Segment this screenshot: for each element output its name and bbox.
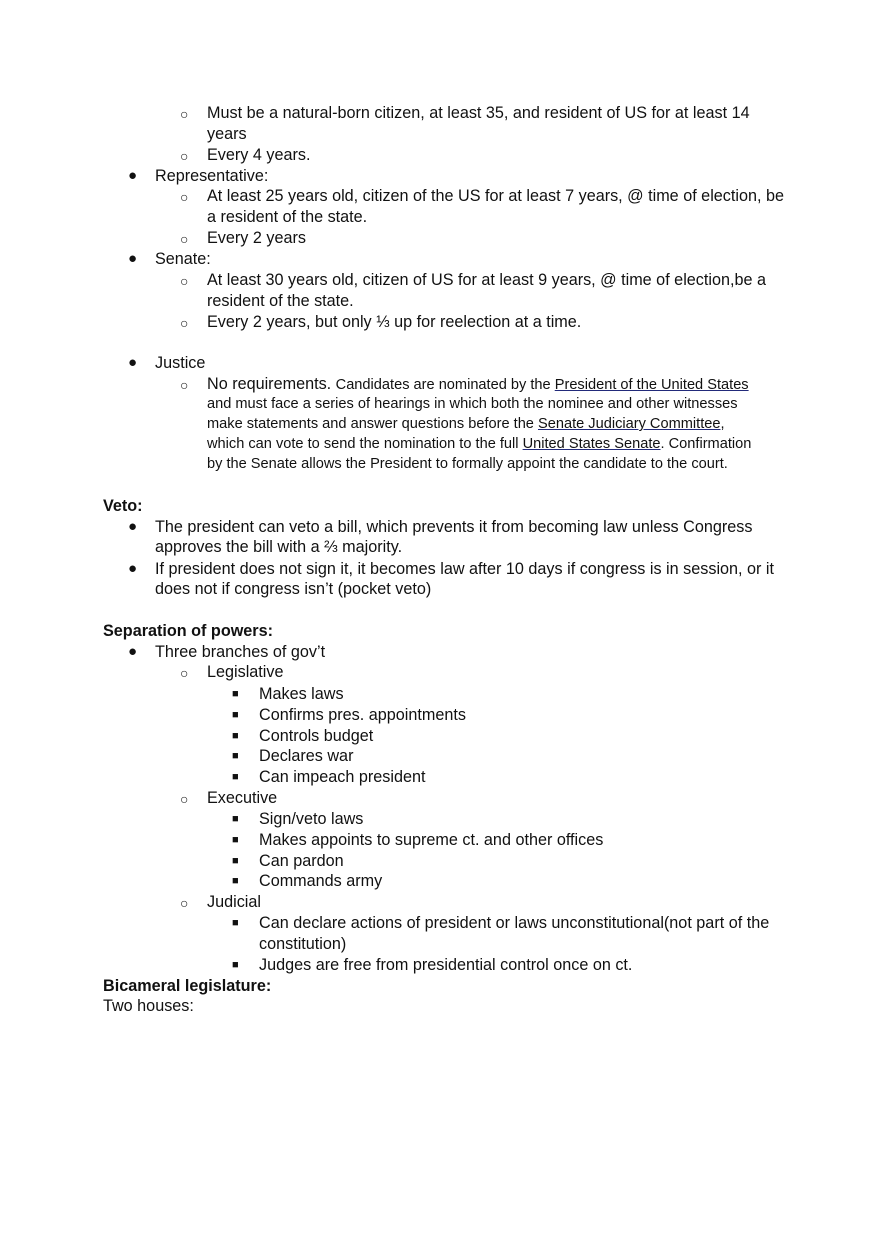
judicial-item-1-line-1: Can declare actions of president or laws unconstitutional(not part of the — [259, 914, 770, 932]
square-bullet-icon: ■ — [232, 750, 239, 762]
square-bullet-icon: ■ — [232, 875, 239, 887]
justice-line-4-confirmation: . Confirmation — [660, 436, 752, 452]
bicameral-heading: Bicameral legislature: — [103, 977, 272, 995]
square-bullet-icon: ■ — [232, 771, 239, 783]
legislative-item: Declares war — [259, 747, 354, 765]
square-bullet-icon: ■ — [232, 730, 239, 742]
justice-line-3 — [207, 414, 725, 434]
circle-bullet-icon: ○ — [180, 273, 189, 289]
circle-bullet-icon: ○ — [180, 106, 189, 122]
veto-heading: Veto: — [103, 497, 143, 515]
legislative-item: Confirms pres. appointments — [259, 706, 466, 724]
square-bullet-icon: ■ — [232, 917, 239, 929]
disc-bullet-icon: ● — [128, 167, 138, 184]
circle-bullet-icon: ○ — [180, 895, 189, 911]
disc-bullet-icon: ● — [128, 560, 138, 577]
legislative-item: Controls budget — [259, 727, 374, 745]
president-term: Every 4 years. — [207, 146, 311, 164]
veto-item-1-line-1: The president can veto a bill, which prevents it from becoming law unless Congress — [155, 518, 753, 536]
veto-item-1-line-2: approves the bill with a ⅔ majority. — [155, 538, 403, 556]
judicial-item-1-line-2: constitution) — [259, 935, 347, 953]
square-bullet-icon: ■ — [232, 813, 239, 825]
senate-title: Senate: — [155, 250, 211, 268]
square-bullet-icon: ■ — [232, 834, 239, 846]
three-branches-text: Three branches of gov’t — [155, 643, 326, 661]
veto-item-2-line-2: does not if congress isn’t (pocket veto) — [155, 580, 432, 598]
veto-item-2-line-1: If president does not sign it, it becomes law after 10 days if congress is in session, or it — [155, 560, 775, 578]
executive-item: Makes appoints to supreme ct. and other offices — [259, 831, 604, 849]
executive-title: Executive — [207, 789, 278, 807]
disc-bullet-icon: ● — [128, 354, 138, 371]
circle-bullet-icon: ○ — [180, 231, 189, 247]
justice-line-4-text: which can vote to send the nomination to the full — [207, 436, 523, 452]
senate-judiciary-committee-link[interactable]: Senate Judiciary Committee — [537, 416, 721, 432]
executive-item: Sign/veto laws — [259, 810, 364, 828]
legislative-title: Legislative — [207, 663, 284, 681]
disc-bullet-icon: ● — [128, 250, 138, 267]
president-eligibility-line-2: years — [207, 125, 247, 143]
representative-eligibility-line-2: a resident of the state. — [207, 208, 368, 226]
circle-bullet-icon: ○ — [180, 791, 189, 807]
senate-term: Every 2 years, but only ⅓ up for reelection at a time. — [207, 313, 582, 331]
president-eligibility-line-1: Must be a natural-born citizen, at least 35, and resident of US for at least 14 — [207, 104, 750, 122]
justice-line-2: and must face a series of hearings in which both the nominee and other witnesses — [207, 396, 738, 412]
legislative-item: Can impeach president — [259, 768, 426, 786]
circle-bullet-icon: ○ — [180, 377, 189, 393]
justice-line-1 — [207, 374, 749, 395]
justice-line-3-text: make statements and answer questions before the — [207, 416, 538, 432]
executive-item: Can pardon — [259, 852, 344, 870]
circle-bullet-icon: ○ — [180, 189, 189, 205]
justice-no-requirements: No requirements. — [207, 375, 336, 393]
separation-heading: Separation of powers: — [103, 622, 273, 640]
square-bullet-icon: ■ — [232, 688, 239, 700]
square-bullet-icon: ■ — [232, 855, 239, 867]
representative-term: Every 2 years — [207, 229, 306, 247]
justice-title: Justice — [155, 354, 206, 372]
representative-eligibility-line-1: At least 25 years old, citizen of the US for at least 7 years, @ time of election, be — [207, 187, 784, 205]
circle-bullet-icon: ○ — [180, 148, 189, 164]
disc-bullet-icon: ● — [128, 643, 138, 660]
square-bullet-icon: ■ — [232, 709, 239, 721]
judicial-title: Judicial — [207, 893, 261, 911]
united-states-senate-link[interactable]: United States Senate — [522, 436, 661, 452]
circle-bullet-icon: ○ — [180, 315, 189, 331]
square-bullet-icon: ■ — [232, 959, 239, 971]
justice-nomination-text: Candidates are nominated by the — [335, 377, 555, 393]
judicial-item-2: Judges are free from presidential control once on ct. — [259, 956, 633, 974]
senate-eligibility-line-1: At least 30 years old, citizen of US for at least 9 years, @ time of election,be a — [207, 271, 766, 289]
justice-line-3-comma: , — [720, 416, 725, 432]
legislative-item: Makes laws — [259, 685, 344, 703]
justice-line-5: by the Senate allows the President to formally appoint the candidate to the court. — [207, 456, 728, 472]
executive-item: Commands army — [259, 872, 383, 890]
justice-line-4 — [207, 434, 751, 454]
circle-bullet-icon: ○ — [180, 665, 189, 681]
president-of-the-united-states-link[interactable]: President of the United States — [554, 377, 749, 393]
senate-eligibility-line-2: resident of the state. — [207, 292, 354, 310]
disc-bullet-icon: ● — [128, 518, 138, 535]
two-houses-text: Two houses: — [103, 997, 194, 1015]
representative-title: Representative: — [155, 167, 269, 185]
